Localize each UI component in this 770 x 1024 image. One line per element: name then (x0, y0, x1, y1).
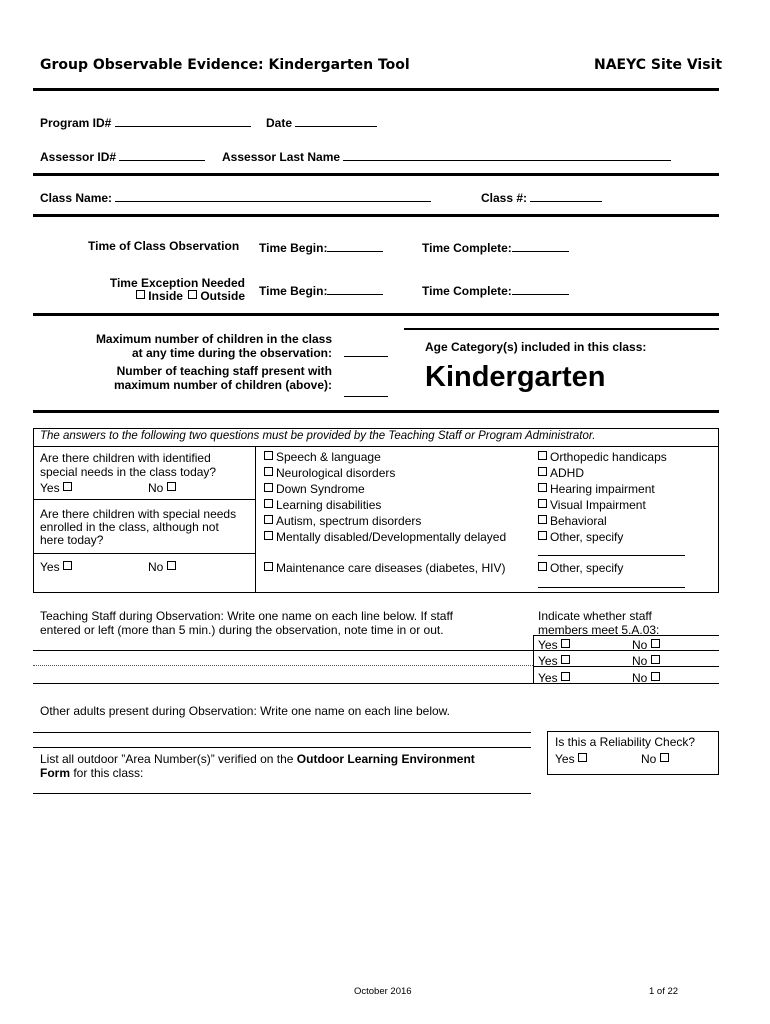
checkbox[interactable] (538, 451, 547, 460)
option-orthopedic[interactable] (538, 449, 667, 465)
checkbox[interactable] (538, 531, 547, 540)
option-label: Speech & language (276, 450, 381, 464)
assessor-last-name-field[interactable] (222, 148, 671, 164)
staff-line-1[interactable] (33, 650, 719, 651)
program-id-label: Program ID# (40, 116, 112, 130)
teaching-staff-line2: maximum number of children (above): (113, 378, 332, 392)
exception-time-begin-field[interactable] (259, 282, 383, 298)
checkbox[interactable] (561, 639, 570, 648)
question-separator (33, 499, 255, 500)
q2-yes-checkbox[interactable] (63, 561, 72, 570)
option-label: Mentally disabled/Developmentally delayed (276, 530, 507, 544)
age-category-top-rule (404, 328, 719, 330)
outdoor-form-word: Form (40, 766, 70, 780)
max-children-label (40, 332, 332, 360)
meet-row-1-yes[interactable] (538, 638, 573, 652)
option-label: Visual Impairment (550, 498, 646, 512)
class-number-field[interactable] (481, 189, 602, 205)
checkbox[interactable] (264, 531, 273, 540)
teaching-staff-line1: Number of teaching staff present with (116, 364, 332, 378)
checkbox[interactable] (651, 639, 660, 648)
max-children-line2: at any time during the observation: (131, 346, 332, 360)
age-category-value: Kindergarten (425, 361, 606, 393)
checkbox[interactable] (538, 467, 547, 476)
meet-row-3-no[interactable] (632, 671, 663, 685)
q2-yes-option[interactable] (40, 560, 75, 574)
yes-label: Yes (555, 752, 575, 766)
exception-time-complete-label: Time Complete: (422, 284, 512, 298)
assessor-last-name-label: Assessor Last Name (222, 150, 341, 164)
option-label: Hearing impairment (550, 482, 655, 496)
meet-row-2-yes[interactable] (538, 654, 573, 668)
reliability-no-option[interactable] (641, 752, 672, 766)
footer-date: October 2016 (354, 986, 412, 997)
outdoor-text-2: for this class: (70, 766, 144, 780)
checkbox[interactable] (651, 655, 660, 664)
option-autism[interactable] (264, 513, 506, 529)
meet-row-1-no[interactable] (632, 638, 663, 652)
option-other-specify-2[interactable] (538, 561, 623, 575)
class-name-label: Class Name: (40, 191, 113, 205)
reliability-question: Is this a Reliability Check? (555, 735, 696, 749)
checkbox[interactable] (264, 499, 273, 508)
exception-time-complete-field[interactable] (422, 282, 569, 298)
checkbox[interactable] (538, 562, 547, 571)
meet-row-3-yes[interactable] (538, 671, 573, 685)
checkbox[interactable] (578, 753, 587, 762)
class-name-field[interactable] (40, 189, 431, 205)
option-label: Down Syndrome (276, 482, 365, 496)
assessor-id-field[interactable] (40, 148, 205, 164)
staff-instruction-line2: entered or left (more than 5 min.) during the observation, note time in or out. (40, 623, 444, 637)
checkbox[interactable] (561, 655, 570, 664)
option-label: Learning disabilities (276, 498, 382, 512)
max-children-input[interactable] (344, 356, 388, 357)
option-label: Behavioral (550, 514, 607, 528)
meet-line2: members meet 5.A.03: (538, 623, 660, 637)
option-maintenance-care[interactable] (264, 561, 505, 575)
time-begin-field[interactable] (259, 239, 383, 255)
ids-divider (33, 173, 719, 176)
inside-outside-options (104, 289, 245, 303)
q1-line1: Are there children with identified (40, 451, 211, 465)
option-label: Maintenance care diseases (diabetes, HIV) (276, 561, 506, 575)
date-field[interactable] (266, 114, 377, 130)
option-hearing[interactable] (538, 481, 667, 497)
other-adult-line-1[interactable] (33, 732, 531, 733)
time-begin-label: Time Begin: (259, 241, 328, 255)
checkbox[interactable] (264, 483, 273, 492)
meet-rule-top (533, 635, 719, 636)
time-exception-label: Time Exception Needed (109, 276, 245, 290)
staff-line-3[interactable] (33, 683, 719, 684)
option-behavioral[interactable] (538, 513, 667, 529)
program-id-field[interactable] (40, 114, 251, 130)
checkbox[interactable] (660, 753, 669, 762)
q1-yes-checkbox[interactable] (63, 482, 72, 491)
q2-no-checkbox[interactable] (167, 561, 176, 570)
q2-no-option[interactable] (148, 560, 179, 574)
q2-line1: Are there children with special needs (40, 507, 237, 521)
staff-line-2[interactable] (33, 665, 533, 666)
option-other-specify[interactable] (538, 529, 667, 545)
yes-label: Yes (538, 638, 558, 652)
option-mentally-disabled[interactable] (264, 529, 506, 545)
option-neurological[interactable] (264, 465, 506, 481)
other-adult-line-2[interactable] (33, 747, 531, 748)
checkbox[interactable] (264, 562, 273, 571)
checkbox[interactable] (538, 515, 547, 524)
option-label: ADHD (550, 466, 585, 480)
yes-label: Yes (538, 671, 558, 685)
other-specify-line-2[interactable] (538, 587, 685, 588)
middle-options-list (264, 449, 506, 545)
no-label: No (632, 671, 648, 685)
meet-column-rule (533, 635, 534, 683)
option-learning[interactable] (264, 497, 506, 513)
time-complete-field[interactable] (422, 239, 569, 255)
yes-label: Yes (538, 654, 558, 668)
q1-no-label: No (148, 481, 164, 495)
staff-instruction-line1: Teaching Staff during Observation: Write one name on each line below. If staff (40, 609, 453, 623)
checkbox[interactable] (538, 499, 547, 508)
outside-checkbox[interactable] (188, 290, 197, 299)
class-number-label: Class #: (481, 191, 528, 205)
special-needs-instruction: The answers to the following two questions must be provided by the Teaching Staff or Program Administrator. (40, 430, 596, 442)
outdoor-areas-instruction (40, 752, 510, 780)
class-divider (33, 214, 719, 217)
q2-line3: here today? (40, 533, 104, 547)
option-label: Autism, spectrum disorders (276, 514, 422, 528)
option-adhd[interactable] (538, 465, 667, 481)
no-label: No (632, 654, 648, 668)
exception-time-begin-label: Time Begin: (259, 284, 328, 298)
age-category-label: Age Category(s) included in this class: (425, 340, 647, 354)
assessor-id-label: Assessor ID# (40, 150, 117, 164)
option-label: Other, specify (550, 561, 624, 575)
meet-line1: Indicate whether staff (538, 609, 652, 623)
checkbox[interactable] (538, 483, 547, 492)
time-complete-label: Time Complete: (422, 241, 512, 255)
question-separator-2 (33, 553, 255, 554)
q1-yes-label: Yes (40, 481, 60, 495)
option-visual[interactable] (538, 497, 667, 513)
counts-divider (33, 410, 719, 413)
other-adults-instruction: Other adults present during Observation: Write one name on each line below. (40, 704, 451, 718)
site-visit-label: NAEYC Site Visit (594, 57, 723, 73)
option-speech[interactable] (264, 449, 506, 465)
inside-label: Inside (148, 289, 183, 303)
option-label: Neurological disorders (276, 466, 396, 480)
other-specify-line[interactable] (538, 555, 685, 556)
checkbox[interactable] (651, 672, 660, 681)
q1-no-checkbox[interactable] (167, 482, 176, 491)
q2-line2: enrolled in the class, although not (40, 520, 219, 534)
q2-no-label: No (148, 560, 164, 574)
outdoor-areas-line[interactable] (33, 793, 531, 794)
header-divider (33, 88, 719, 91)
max-children-line1: Maximum number of children in the class (95, 332, 332, 346)
question-enrolled-needs (40, 508, 236, 547)
times-divider (33, 313, 719, 316)
reliability-yes-option[interactable] (555, 752, 590, 766)
checkbox[interactable] (264, 451, 273, 460)
special-needs-header-rule (33, 446, 719, 447)
q1-no-option[interactable] (148, 481, 179, 495)
outdoor-form-name: Outdoor Learning Environment (296, 752, 475, 766)
time-of-observation-label: Time of Class Observation (88, 239, 240, 253)
q2-yes-label: Yes (40, 560, 60, 574)
option-down-syndrome[interactable] (264, 481, 506, 497)
teaching-staff-instruction (40, 609, 453, 637)
no-label: No (632, 638, 648, 652)
question-identified-needs (40, 451, 216, 479)
special-needs-column-rule (255, 446, 256, 593)
date-label: Date (266, 116, 293, 130)
staff-meet-label (538, 609, 659, 637)
inside-checkbox[interactable] (136, 290, 145, 299)
q1-yes-option[interactable] (40, 481, 75, 495)
checkbox[interactable] (264, 467, 273, 476)
teaching-staff-count-input[interactable] (344, 396, 388, 397)
outdoor-text-1: List all outdoor ”Area Number(s)” verified on the (40, 752, 297, 766)
option-label: Other, specify (550, 530, 624, 544)
form-title: Group Observable Evidence: Kindergarten Tool (40, 57, 410, 73)
option-label: Orthopedic handicaps (550, 450, 667, 464)
page-number: 1 of 22 (649, 986, 679, 997)
checkbox[interactable] (561, 672, 570, 681)
checkbox[interactable] (264, 515, 273, 524)
q1-line2: special needs in the class today? (40, 465, 217, 479)
no-label: No (641, 752, 657, 766)
right-options-list (538, 449, 667, 545)
meet-row-2-no[interactable] (632, 654, 663, 668)
outside-label: Outside (200, 289, 245, 303)
teaching-staff-count-label (40, 364, 332, 392)
